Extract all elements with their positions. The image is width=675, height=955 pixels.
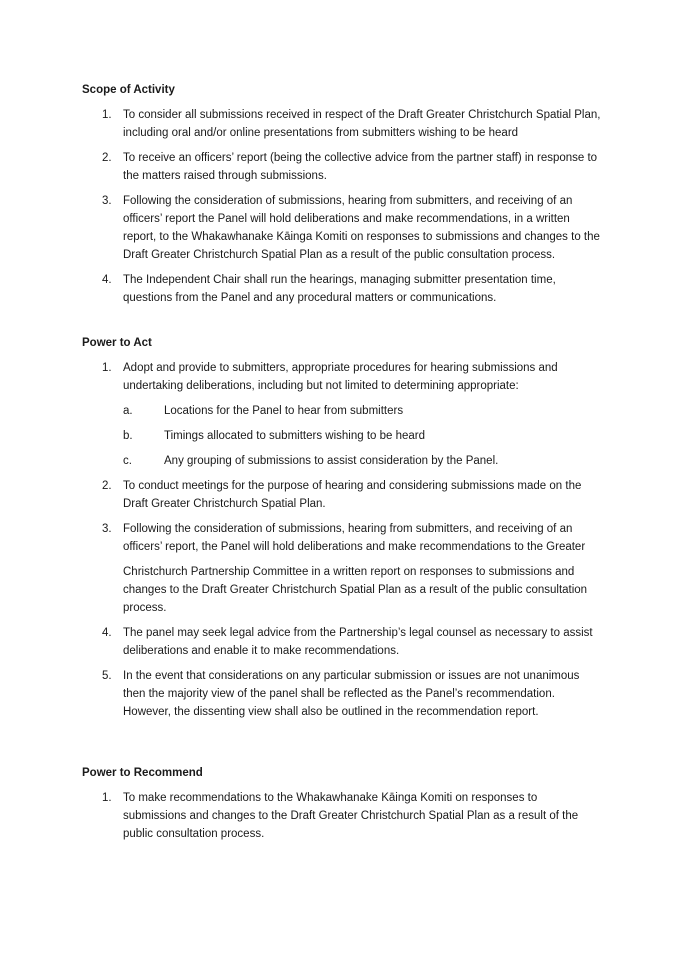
item-text: In the event that considerations on any particular submission or issues are not unanimous then the majority view of the panel shall be reflected as the Panel’s recommendation. However, the dissenting view shall also be outlined in the recommendation report. [123,670,580,718]
sub-item-text: Timings allocated to submitters wishing to be heard [164,430,426,442]
section-scope-of-activity [82,81,602,307]
list-item [82,271,602,307]
item-number: 1. [102,109,112,121]
item-text: To consider all submissions received in respect of the Draft Greater Christchurch Spatial Plan, including oral and/or online presentations from submitters wishing to be heard [123,109,601,139]
item-text: Adopt and provide to submitters, appropriate procedures for hearing submissions and undertaking deliberations, including but not limited to determining appropriate: [123,362,558,392]
list-item [82,106,602,142]
item-number: 2. [102,152,112,164]
item-number: 4. [102,627,112,639]
list-item [82,359,602,395]
item-number: 2. [102,480,112,492]
section-heading: Power to Act [82,337,152,349]
list-item [82,149,602,185]
item-number: 4. [102,274,112,286]
item-number: 3. [102,523,112,535]
numbered-list [82,359,602,721]
sub-list-item [82,427,602,445]
sub-list-item [82,452,602,470]
sub-item-letter: a. [123,405,133,417]
sub-item-text: Locations for the Panel to hear from submitters [164,405,404,417]
item-text: Following the consideration of submissions, hearing from submitters, and receiving of an officers’ report the Panel will hold deliberations and make recommendations, in a written report, to the Whakawhanake Kāinga Komiti on responses to submissions and changes to the Draft Greater Christchurch Spatial Plan as a result of the public consultation process. [123,195,600,261]
item-text: To make recommendations to the Whakawhanake Kāinga Komiti on responses to submissions and changes to the Draft Greater Christchurch Spatial Plan as a result of the public consultation process. [123,792,579,840]
list-item [82,520,602,617]
item-number: 1. [102,792,112,804]
section-power-to-recommend [82,764,602,843]
section-heading: Power to Recommend [82,767,203,779]
item-text: The Independent Chair shall run the hearings, managing submitter presentation time, questions from the Panel and any procedural matters or communications. [123,274,556,304]
sub-item-text: Any grouping of submissions to assist consideration by the Panel. [164,455,499,467]
list-item [82,667,602,721]
item-number: 5. [102,670,112,682]
numbered-list [82,106,602,307]
sub-list-item [82,402,602,420]
list-item [82,624,602,660]
item-continuation-text: Christchurch Partnership Committee in a written report on responses to submissions and changes to the Draft Greater Christchurch Spatial Plan as a result of the public consultation process. [123,566,588,614]
sub-item-letter: c. [123,455,132,467]
section-power-to-act [82,334,602,721]
item-text: To receive an officers’ report (being the collective advice from the partner staff) in response to the matters raised through submissions. [123,152,598,182]
item-number: 1. [102,362,112,374]
numbered-list [82,789,602,843]
list-item [82,477,602,513]
item-number: 3. [102,195,112,207]
item-text: Following the consideration of submissions, hearing from submitters, and receiving of an officers’ report, the Panel will hold deliberations and make recommendations to the Greater [123,523,586,553]
item-text: The panel may seek legal advice from the Partnership’s legal counsel as necessary to assist deliberations and enable it to make recommendations. [123,627,593,657]
list-item [82,192,602,264]
sub-item-letter: b. [123,430,133,442]
section-heading: Scope of Activity [82,84,175,96]
list-item [82,789,602,843]
item-text: To conduct meetings for the purpose of hearing and considering submissions made on the Draft Greater Christchurch Spatial Plan. [123,480,582,510]
